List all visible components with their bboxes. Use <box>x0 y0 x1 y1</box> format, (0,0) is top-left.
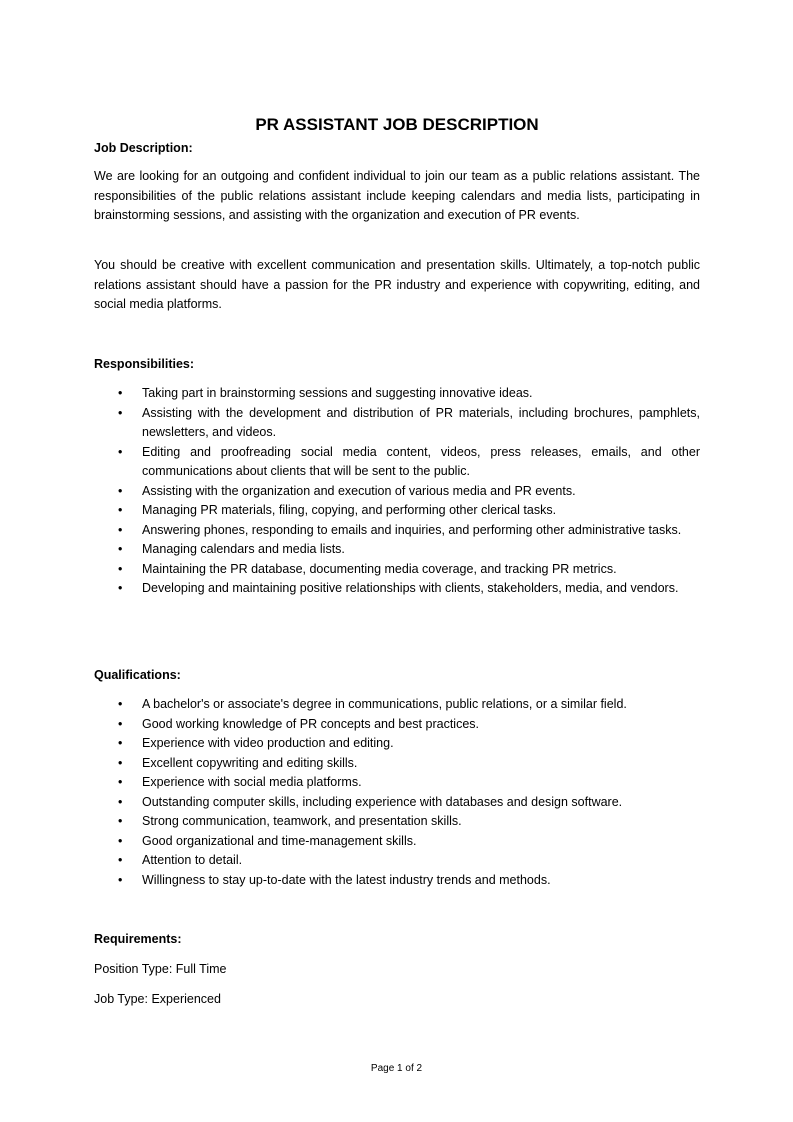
list-item <box>94 384 700 404</box>
bullet-icon: • <box>118 716 123 731</box>
list-item-text: Willingness to stay up-to-date with the latest industry trends and methods. <box>142 872 551 887</box>
qualifications-heading: Qualifications: <box>94 668 181 682</box>
page-title: PR ASSISTANT JOB DESCRIPTION <box>255 115 539 134</box>
list-item-text: Outstanding computer skills, including experience with databases and design software. <box>142 794 623 809</box>
list-item-text: Good organizational and time-management skills. <box>142 833 417 848</box>
list-item-text: Strong communication, teamwork, and presentation skills. <box>142 814 462 828</box>
list-item <box>94 501 700 521</box>
bullet-icon: • <box>118 736 123 750</box>
list-item <box>94 695 700 715</box>
job-type-line: Job Type: Experienced <box>94 992 221 1006</box>
list-item <box>94 715 700 735</box>
list-item-text: Assisting with the development and distribution of PR materials, including brochures, pamphlets, newsletters, and videos. <box>142 405 700 439</box>
list-item <box>94 404 700 443</box>
list-item <box>94 482 700 502</box>
bullet-icon: • <box>118 833 123 848</box>
bullet-icon: • <box>118 814 123 828</box>
list-item-text: Managing calendars and media lists. <box>142 542 345 556</box>
bullet-icon: • <box>118 872 123 887</box>
requirements-heading: Requirements: <box>94 932 182 946</box>
page-number: Page 1 of 2 <box>370 1063 423 1074</box>
bullet-icon: • <box>118 794 123 809</box>
list-item <box>94 443 700 482</box>
list-item-text: Attention to detail. <box>142 853 243 867</box>
list-item <box>94 871 700 891</box>
list-item <box>94 793 700 813</box>
list-item-text: Experience with social media platforms. <box>142 775 362 789</box>
list-item-text: Managing PR materials, filing, copying, and performing other clerical tasks. <box>142 503 557 517</box>
list-item-text: Editing and proofreading social media content, videos, press releases, emails, and other communications about clients that will be sent to the public. <box>142 444 700 478</box>
list-item-text: Taking part in brainstorming sessions and suggesting innovative ideas. <box>142 386 533 400</box>
responsibilities-heading: Responsibilities: <box>94 357 195 371</box>
list-item <box>94 851 700 871</box>
position-type-line: Position Type: Full Time <box>94 962 227 976</box>
qualifications-list <box>94 695 700 890</box>
responsibilities-list <box>94 384 700 599</box>
bullet-icon: • <box>118 542 123 556</box>
list-item-text: Good working knowledge of PR concepts and best practices. <box>142 716 479 731</box>
list-item <box>94 773 700 793</box>
bullet-icon: • <box>118 444 123 459</box>
bullet-icon: • <box>118 522 123 537</box>
list-item <box>94 754 700 774</box>
list-item-text: Answering phones, responding to emails and inquiries, and performing other administrative tasks. <box>142 522 682 537</box>
list-item <box>94 579 700 599</box>
list-item <box>94 812 700 832</box>
list-item-text: Experience with video production and editing. <box>142 736 394 750</box>
job-description-paragraph-2: You should be creative with excellent communication and presentation skills. Ultimately, a top-notch public relations assistant should have a passion for the PR industry and experience with copywriting, editing, and social media platforms. <box>94 258 700 311</box>
list-item-text: A bachelor's or associate's degree in communications, public relations, or a similar field. <box>142 697 627 711</box>
list-item <box>94 734 700 754</box>
job-description-heading: Job Description: <box>94 141 193 155</box>
list-item <box>94 560 700 580</box>
bullet-icon: • <box>118 483 123 498</box>
bullet-icon: • <box>118 755 123 770</box>
list-item <box>94 832 700 852</box>
bullet-icon: • <box>118 581 123 595</box>
bullet-icon: • <box>118 503 123 517</box>
bullet-icon: • <box>118 775 123 789</box>
bullet-icon: • <box>118 405 123 420</box>
list-item-text: Maintaining the PR database, documenting media coverage, and tracking PR metrics. <box>142 561 617 576</box>
list-item-text: Assisting with the organization and execution of various media and PR events. <box>142 483 576 498</box>
job-description-paragraph-1: We are looking for an outgoing and confident individual to join our team as a public relations assistant. The responsibilities of the public relations assistant include keeping calendars and media lists, participating in brainstorming sessions, and assisting with the organization and execution of PR events. <box>94 169 700 222</box>
bullet-icon: • <box>118 853 123 867</box>
bullet-icon: • <box>118 697 123 711</box>
bullet-icon: • <box>118 561 123 576</box>
list-item <box>94 521 700 541</box>
bullet-icon: • <box>118 386 123 400</box>
list-item-text: Developing and maintaining positive relationships with clients, stakeholders, media, and vendors. <box>142 581 679 595</box>
list-item <box>94 540 700 560</box>
list-item-text: Excellent copywriting and editing skills. <box>142 755 358 770</box>
